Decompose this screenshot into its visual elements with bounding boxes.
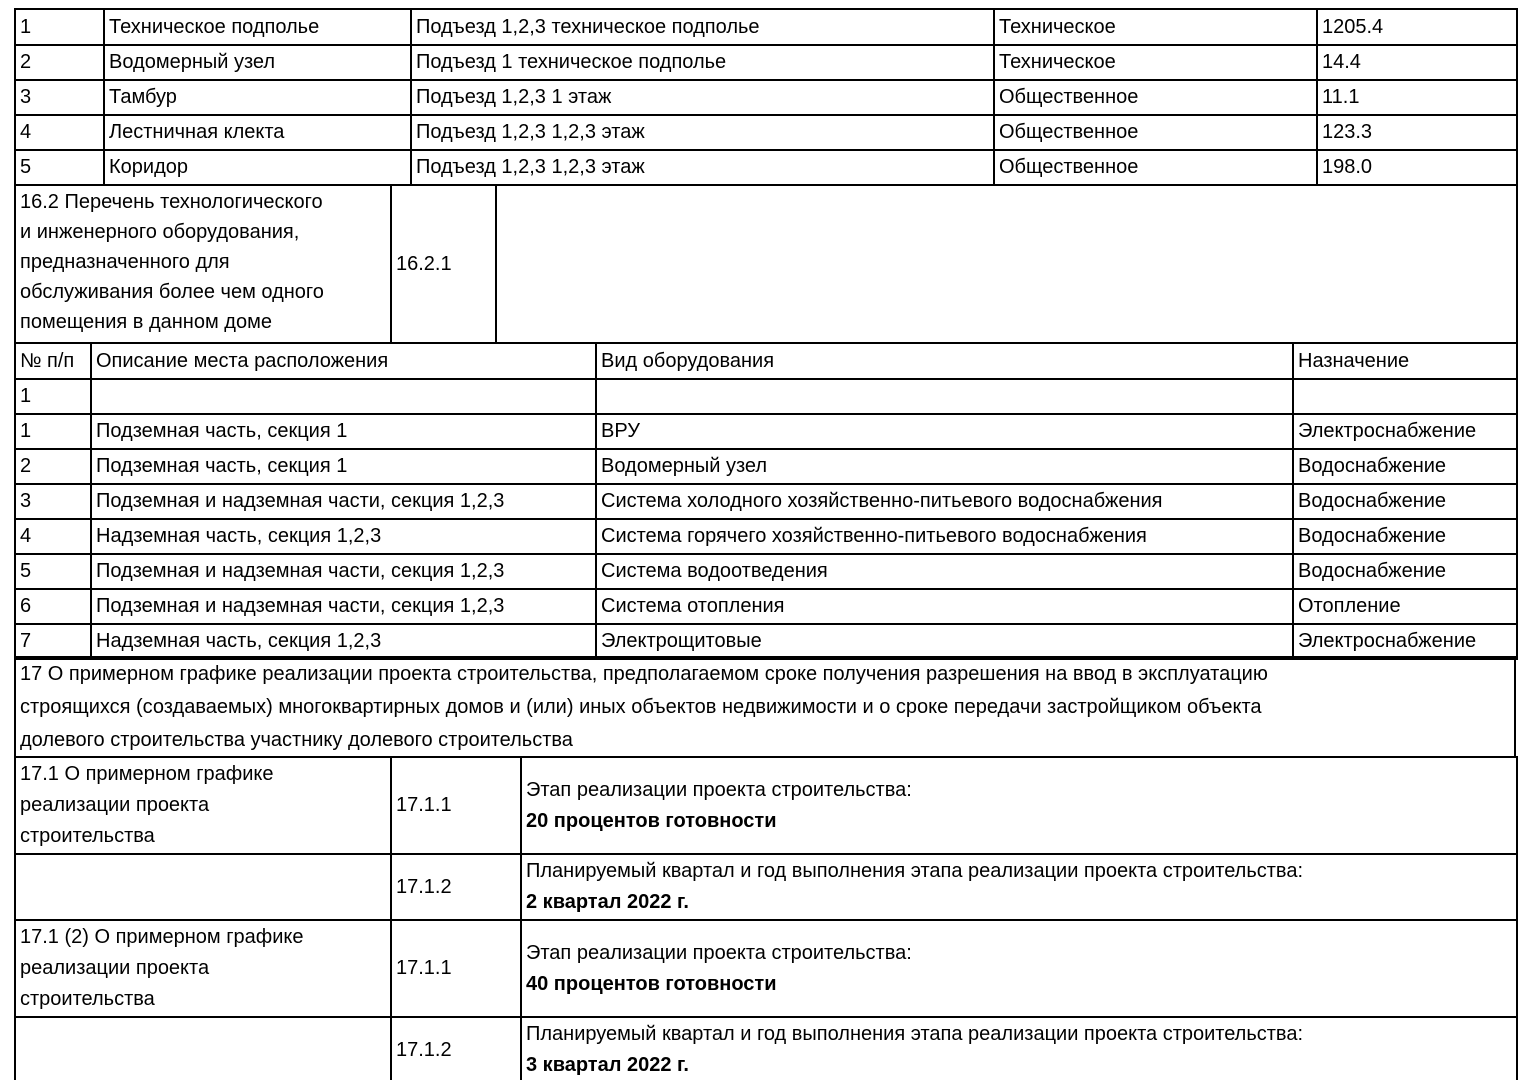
schedule-label (15, 757, 391, 854)
schedule-row (15, 1017, 1517, 1080)
equipment-header-row (15, 343, 1517, 379)
equipment-header-kind: Вид оборудования (596, 343, 1293, 379)
premises-area: 11.1 (1317, 80, 1517, 115)
premises-location: Подъезд 1,2,3 техническое подполье (411, 9, 994, 45)
section-16-2-label-line: помещения в данном доме (20, 311, 272, 333)
premises-row (15, 80, 1517, 115)
premises-location: Подъезд 1,2,3 1,2,3 этаж (411, 115, 994, 150)
section-16-2-code: 16.2.1 (391, 185, 496, 343)
equipment-location: Подземная часть, секция 1 (91, 449, 596, 484)
section-16-2-value (496, 185, 1517, 343)
equipment-row (15, 484, 1517, 519)
schedule-detail (521, 757, 1517, 854)
equipment-group-kind (596, 379, 1293, 414)
equipment-purpose: Электроснабжение (1293, 414, 1517, 449)
schedule-label-line: 17.1 О примерном графике (20, 763, 274, 785)
section-17-line: долевого строительства участнику долевого строительства (20, 729, 573, 751)
premises-name: Лестничная клекта (104, 115, 411, 150)
equipment-purpose: Водоснабжение (1293, 449, 1517, 484)
schedule-label-line: реализации проекта (20, 794, 210, 816)
equipment-header-purpose: Назначение (1293, 343, 1517, 379)
premises-name: Техническое подполье (104, 9, 411, 45)
schedule-value: 3 квартал 2022 г. (526, 1054, 689, 1076)
premises-num: 1 (15, 9, 104, 45)
equipment-num: 5 (15, 554, 91, 589)
schedule-label (15, 1017, 391, 1080)
equipment-header-num: № п/п (15, 343, 91, 379)
schedule-row (15, 757, 1517, 854)
equipment-purpose: Водоснабжение (1293, 519, 1517, 554)
equipment-purpose: Водоснабжение (1293, 484, 1517, 519)
schedule-label-line: 17.1 (2) О примерном графике (20, 926, 304, 948)
schedule-code: 17.1.1 (391, 757, 521, 854)
section-16-2-label (15, 185, 391, 343)
equipment-row (15, 414, 1517, 449)
section-17-line: 17 О примерном графике реализации проекта строительства, предполагаемом сроке получения разрешения на ввод в эксплуатацию (20, 663, 1268, 685)
section-16-2-label-line: 16.2 Перечень технологического (20, 191, 323, 213)
equipment-table (14, 342, 1518, 660)
equipment-kind: Система холодного хозяйственно-питьевого водоснабжения (596, 484, 1293, 519)
equipment-num: 2 (15, 449, 91, 484)
schedule-row (15, 920, 1517, 1017)
premises-table (14, 8, 1518, 186)
equipment-num: 4 (15, 519, 91, 554)
section-16-2-label-line: предназначенного для (20, 251, 230, 273)
premises-name: Коридор (104, 150, 411, 185)
premises-name: Тамбур (104, 80, 411, 115)
schedule-row (15, 854, 1517, 920)
premises-location: Подъезд 1,2,3 1 этаж (411, 80, 994, 115)
premises-area: 123.3 (1317, 115, 1517, 150)
schedule-code: 17.1.2 (391, 1017, 521, 1080)
schedule-caption: Планируемый квартал и год выполнения этапа реализации проекта строительства: (526, 860, 1304, 882)
premises-area: 14.4 (1317, 45, 1517, 80)
premises-row (15, 45, 1517, 80)
schedule-caption: Этап реализации проекта строительства: (526, 941, 912, 964)
premises-location: Подъезд 1,2,3 1,2,3 этаж (411, 150, 994, 185)
equipment-header-location: Описание места расположения (91, 343, 596, 379)
equipment-group-purpose (1293, 379, 1517, 414)
equipment-location: Надземная часть, секция 1,2,3 (91, 519, 596, 554)
equipment-num: 3 (15, 484, 91, 519)
premises-num: 3 (15, 80, 104, 115)
equipment-purpose: Водоснабжение (1293, 554, 1517, 589)
premises-num: 4 (15, 115, 104, 150)
premises-type: Общественное (994, 150, 1317, 185)
premises-row (15, 150, 1517, 185)
schedule-label-line: строительства (20, 988, 155, 1010)
equipment-purpose: Отопление (1293, 589, 1517, 624)
equipment-location: Подземная часть, секция 1 (91, 414, 596, 449)
schedule-label-line: реализации проекта (20, 957, 210, 979)
schedule-code: 17.1.1 (391, 920, 521, 1017)
section-17-paragraph (14, 656, 1516, 758)
schedule-label-line: строительства (20, 825, 155, 847)
equipment-location: Подземная и надземная части, секция 1,2,3 (91, 554, 596, 589)
schedule-value: 40 процентов готовности (526, 972, 777, 995)
schedule-label (15, 920, 391, 1017)
equipment-kind: Система водоотведения (596, 554, 1293, 589)
equipment-location: Надземная часть, секция 1,2,3 (91, 624, 596, 659)
premises-row (15, 9, 1517, 45)
equipment-row (15, 449, 1517, 484)
equipment-kind: Электрощитовые (596, 624, 1293, 659)
schedule-detail (521, 1017, 1517, 1080)
schedule-code: 17.1.2 (391, 854, 521, 920)
schedule-caption: Этап реализации проекта строительства: (526, 778, 912, 801)
equipment-num: 1 (15, 414, 91, 449)
premises-type: Общественное (994, 80, 1317, 115)
section-16-2-label-line: и инженерного оборудования, (20, 221, 300, 243)
premises-type: Техническое (994, 9, 1317, 45)
section-16-2-table (14, 184, 1518, 344)
equipment-num: 7 (15, 624, 91, 659)
equipment-location: Подземная и надземная части, секция 1,2,3 (91, 484, 596, 519)
section-17-line: строящихся (создаваемых) многоквартирных домов и (или) иных объектов недвижимости и о сроке передачи застройщиком объекта (20, 696, 1262, 718)
schedule-detail (521, 854, 1517, 920)
equipment-group-num: 1 (15, 379, 91, 414)
equipment-purpose: Электроснабжение (1293, 624, 1517, 659)
premises-location: Подъезд 1 техническое подполье (411, 45, 994, 80)
premises-name: Водомерный узел (104, 45, 411, 80)
premises-num: 5 (15, 150, 104, 185)
schedule-detail (521, 920, 1517, 1017)
equipment-row (15, 554, 1517, 589)
equipment-group-row (15, 379, 1517, 414)
section-16-2-row (15, 185, 1517, 343)
section-16-2-label-line: обслуживания более чем одного (20, 281, 324, 303)
equipment-kind: Система отопления (596, 589, 1293, 624)
equipment-location: Подземная и надземная части, секция 1,2,3 (91, 589, 596, 624)
premises-type: Общественное (994, 115, 1317, 150)
equipment-kind: Система горячего хозяйственно-питьевого водоснабжения (596, 519, 1293, 554)
schedule-value: 20 процентов готовности (526, 809, 777, 832)
equipment-num: 6 (15, 589, 91, 624)
premises-area: 1205.4 (1317, 9, 1517, 45)
equipment-kind: Водомерный узел (596, 449, 1293, 484)
schedule-value: 2 квартал 2022 г. (526, 891, 689, 913)
premises-num: 2 (15, 45, 104, 80)
schedule-label (15, 854, 391, 920)
schedule-caption: Планируемый квартал и год выполнения этапа реализации проекта строительства: (526, 1023, 1304, 1045)
equipment-kind: ВРУ (596, 414, 1293, 449)
premises-row (15, 115, 1517, 150)
equipment-group-location (91, 379, 596, 414)
schedule-table (14, 756, 1518, 1080)
equipment-row (15, 589, 1517, 624)
premises-area: 198.0 (1317, 150, 1517, 185)
equipment-row (15, 519, 1517, 554)
equipment-row (15, 624, 1517, 659)
premises-type: Техническое (994, 45, 1317, 80)
